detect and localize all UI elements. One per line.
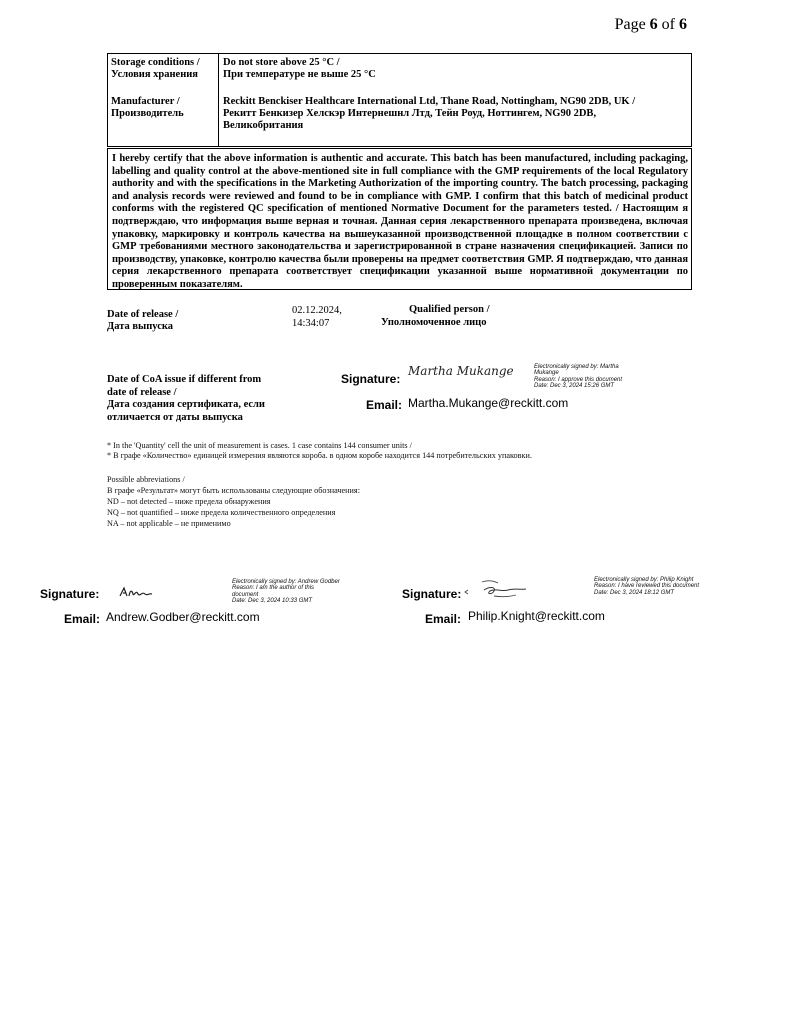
martha-signature-image: Martha Mukange <box>408 364 514 378</box>
andrew-email: Andrew.Godber@reckitt.com <box>106 610 260 624</box>
abbreviations-title: Possible abbreviations / <box>107 475 185 484</box>
release-date-value: 02.12.2024, 14:34:07 <box>292 305 342 329</box>
andrew-esign-stamp: Electronically signed by: Andrew Godber Reason: I am the author of this document Date: Dec 3, 2024 10:33 GMT <box>232 579 340 605</box>
email-label-philip: Email: <box>425 612 462 626</box>
email-label-andrew: Email: <box>64 612 101 626</box>
abbreviation-nd: ND – not detected – ниже предела обнаружения <box>107 497 271 506</box>
quantity-note-ru: * В графе «Количество» единицей измерения являются короба. в одном коробе находится 144 потребительских упаковки. <box>107 451 532 460</box>
quantity-note-en: * In the 'Quantity' cell the unit of measurement is cases. 1 case contains 144 consumer units / <box>107 441 412 450</box>
page-number: Page 6 of 6 <box>614 16 687 33</box>
andrew-signature-image <box>118 585 154 599</box>
abbreviations-intro: В графе «Результат» могут быть использованы следующие обозначения: <box>107 486 360 495</box>
signature-label-andrew: Signature: <box>40 587 100 601</box>
email-label-martha: Email: <box>366 398 403 412</box>
philip-signature-image <box>464 578 534 600</box>
abbreviation-nq: NQ – not quantified – ниже предела количественного определения <box>107 508 336 517</box>
signature-label-martha: Signature: <box>341 372 401 386</box>
qualified-person-label: Qualified person / Уполномоченное лицо <box>381 304 490 328</box>
coa-issue-date-label: Date of CoA issue if different from date of release / Дата создания сертификата, если отличается от даты выпуска <box>107 374 265 423</box>
martha-esign-stamp: Electronically signed by: Martha Mukange Reason: I approve this document Date: Dec 3, 2024 15:26 GMT <box>534 364 623 390</box>
manufacturer-label: Manufacturer / Производитель <box>111 96 184 119</box>
certification-statement: I hereby certify that the above information is authentic and accurate. This batch has been manufactured, including packaging, labelling and quality control at the above-mentioned site in full compliance with the GMP requirements of the local Regulatory authority and with the specifications in the Marketing Authorization of the importing country. The batch processing, packaging and analysis records were reviewed and found to be in compliance with GMP. I confirm that this batch of medicinal product conforms with the registered QC specification of mentioned Normative Document for the parameters tested. / Настоящим я подтверждаю, что информация выше верная и точная. Данная серия лекарственного препарата произведена, включая упаковку, маркировку и контроль качества на вышеуказанной производственной площадке в полном соответствии с GMP требованиями местного законодательства и зарегистрированной в стране назначения спецификацией. Записи по производству, упаковке, контролю качества были проверены на предмет соответствия GMP. Я подтверждаю, что данная серия лекарственного препарата соответствует спецификации указанной выше нормативной документации по проверенным показателям. <box>107 148 692 290</box>
philip-email: Philip.Knight@reckitt.com <box>468 609 605 623</box>
martha-email: Martha.Mukange@reckitt.com <box>408 396 569 410</box>
philip-esign-stamp: Electronically signed by: Philip Knight Reason: I have reviewed this document Date: Dec 3, 2024 18:12 GMT <box>594 577 700 596</box>
abbreviation-na: NA – not applicable – не применимо <box>107 519 231 528</box>
manufacturer-value: Reckitt Benckiser Healthcare International Ltd, Thane Road, Nottingham, NG90 2DB, UK / Рекитт Бенкизер Хелскэр Интернешнл Лтд, Тейн Роуд, Ноттингем, NG90 2DB, Великобритания <box>223 96 636 131</box>
release-date-label: Date of release / Дата выпуска <box>107 309 179 332</box>
signature-label-philip: Signature: <box>402 587 462 601</box>
storage-label: Storage conditions / Условия хранения <box>111 57 200 80</box>
storage-value: Do not store above 25 °C / При температуре не выше 25 °C <box>223 57 376 80</box>
product-info-table <box>107 53 692 147</box>
